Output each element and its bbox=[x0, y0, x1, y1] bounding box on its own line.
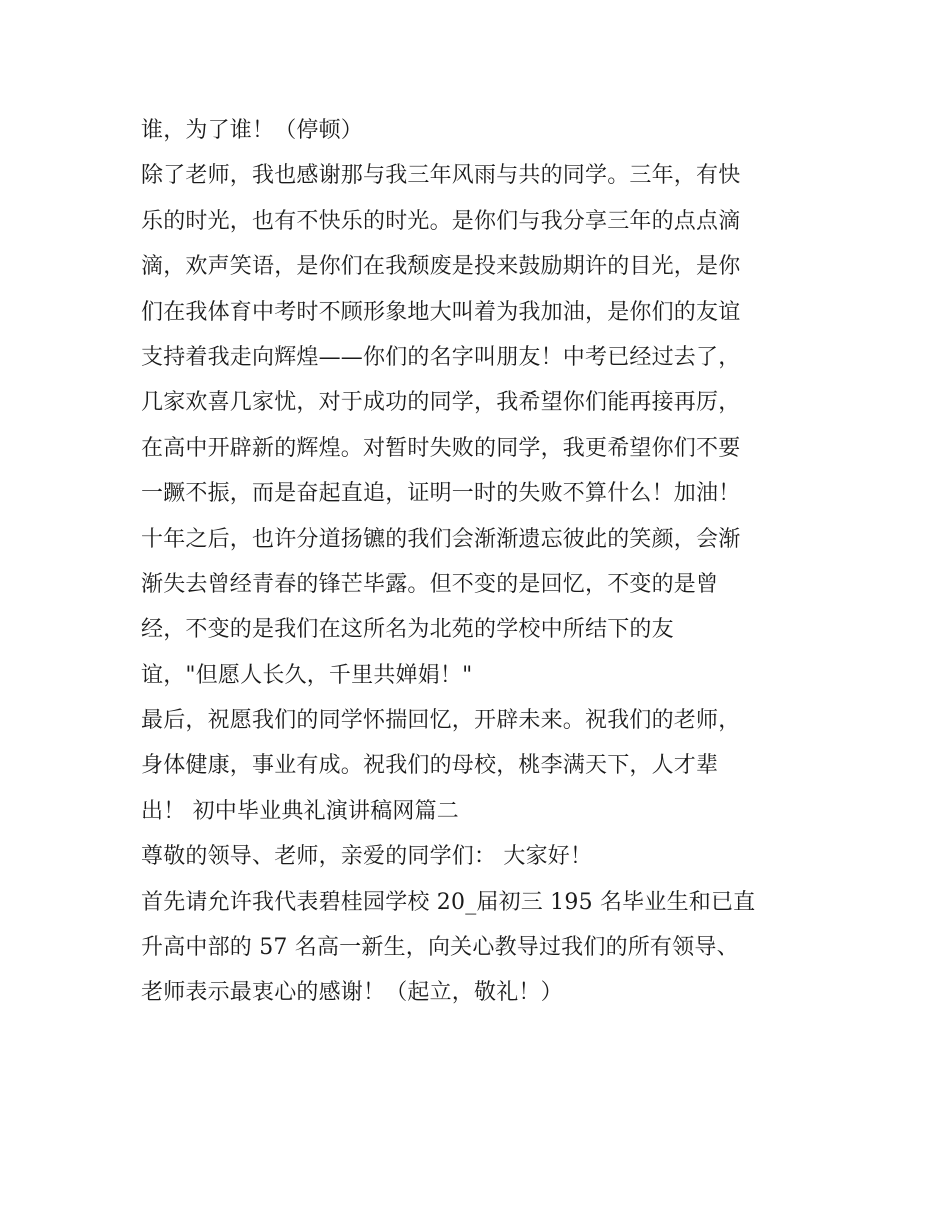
text-line: 渐失去曾经青春的锋芒毕露。但不变的是回忆，不变的是曾 bbox=[141, 571, 719, 597]
text-line: 老师表示最衷心的感谢！（起立，敬礼！） bbox=[141, 980, 563, 1006]
text-line: 尊敬的领导、老师，亲爱的同学们： 大家好！ bbox=[141, 844, 593, 870]
text-line: 除了老师，我也感谢那与我三年风雨与共的同学。三年，有快 bbox=[141, 163, 741, 189]
text-line: 经，不变的是我们在这所名为北苑的学校中所结下的友 bbox=[141, 617, 674, 643]
text-line: 出！ 初中毕业典礼演讲稿网篇二 bbox=[141, 798, 459, 824]
text-line: 谁，为了谁！（停顿） bbox=[141, 118, 364, 143]
text-line: 首先请允许我代表碧桂园学校 20_届初三 195 名毕业生和已直 bbox=[141, 889, 756, 915]
text-line: 身体健康，事业有成。祝我们的母校，桃李满天下，人才辈 bbox=[141, 753, 719, 779]
text-line: 们在我体育中考时不顾形象地大叫着为我加油，是你们的友谊 bbox=[141, 299, 741, 325]
text-line: 升高中部的 57 名高一新生，向关心教导过我们的所有领导、 bbox=[141, 935, 739, 961]
text-line: 最后，祝愿我们的同学怀揣回忆，开辟未来。祝我们的老师， bbox=[141, 708, 741, 734]
text-line: 几家欢喜几家忧，对于成功的同学，我希望你们能再接再厉， bbox=[141, 390, 741, 416]
text-line: 滴，欢声笑语，是你们在我颓废是投来鼓励期许的目光，是你 bbox=[141, 254, 741, 280]
text-line: 一蹶不振，而是奋起直追，证明一时的失败不算什么！加油！ bbox=[141, 481, 741, 507]
text-line: 十年之后，也许分道扬镳的我们会渐渐遗忘彼此的笑颜，会渐 bbox=[141, 526, 741, 552]
text-line: 乐的时光，也有不快乐的时光。是你们与我分享三年的点点滴 bbox=[141, 208, 741, 234]
text-line: 支持着我走向辉煌——你们的名字叫朋友！中考已经过去了， bbox=[141, 344, 741, 370]
text-line: 谊，"但愿人长久，千里共婵娟！" bbox=[141, 662, 473, 688]
speech-text-body bbox=[141, 108, 821, 1016]
text-line: 在高中开辟新的辉煌。对暂时失败的同学，我更希望你们不要 bbox=[141, 435, 741, 461]
